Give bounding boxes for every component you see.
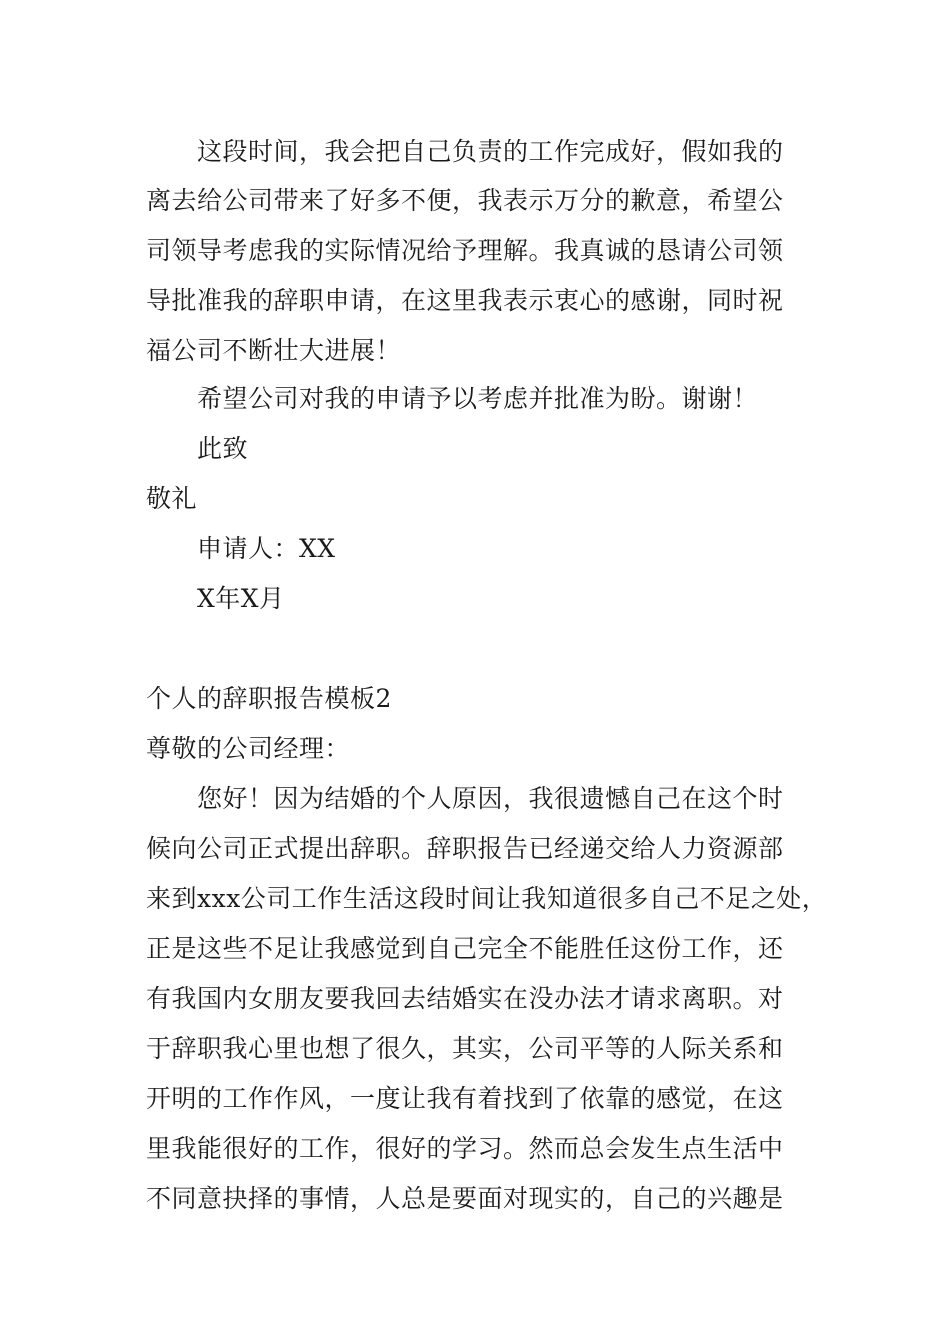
paragraph-line: 福公司不断壮大进展！ — [146, 336, 402, 365]
paragraph-line: 这段时间，我会把自己负责的工作完成好，假如我的 — [197, 137, 784, 166]
body-line: 里我能很好的工作，很好的学习。然而总会发生点生活中 — [146, 1134, 784, 1163]
body-line: 不同意抉择的事情，人总是要面对现实的，自己的兴趣是 — [146, 1184, 784, 1213]
closing-regards: 敬礼 — [146, 484, 198, 513]
closing-request: 希望公司对我的申请予以考虑并批准为盼。谢谢！ — [197, 384, 759, 413]
salutation: 尊敬的公司经理： — [146, 734, 351, 763]
paragraph-line: 导批准我的辞职申请，在这里我表示衷心的感谢，同时祝 — [146, 286, 784, 315]
body-line: 于辞职我心里也想了很久，其实，公司平等的人际关系和 — [146, 1034, 784, 1063]
body-line: 您好！因为结婚的个人原因，我很遗憾自己在这个时 — [197, 784, 784, 813]
closing-salutation: 此致 — [197, 434, 249, 463]
body-line: 候向公司正式提出辞职。辞职报告已经递交给人力资源部 — [146, 834, 784, 863]
paragraph-line: 司领导考虑我的实际情况给予理解。我真诚的恳请公司领 — [146, 236, 784, 265]
body-line: 来到xxx公司工作生活这段时间让我知道很多自己不足之处， — [146, 884, 828, 913]
section-title: 个人的辞职报告模板2 — [146, 684, 392, 713]
paragraph-line: 离去给公司带来了好多不便，我表示万分的歉意，希望公 — [146, 186, 784, 215]
body-line: 有我国内女朋友要我回去结婚实在没办法才请求离职。对 — [146, 984, 784, 1013]
applicant-signature: 申请人：XX — [197, 534, 336, 563]
body-line: 开明的工作作风，一度让我有着找到了依靠的感觉，在这 — [146, 1084, 784, 1113]
letter-date: X年X月 — [197, 584, 285, 613]
body-line: 正是这些不足让我感觉到自己完全不能胜任这份工作，还 — [146, 934, 784, 963]
